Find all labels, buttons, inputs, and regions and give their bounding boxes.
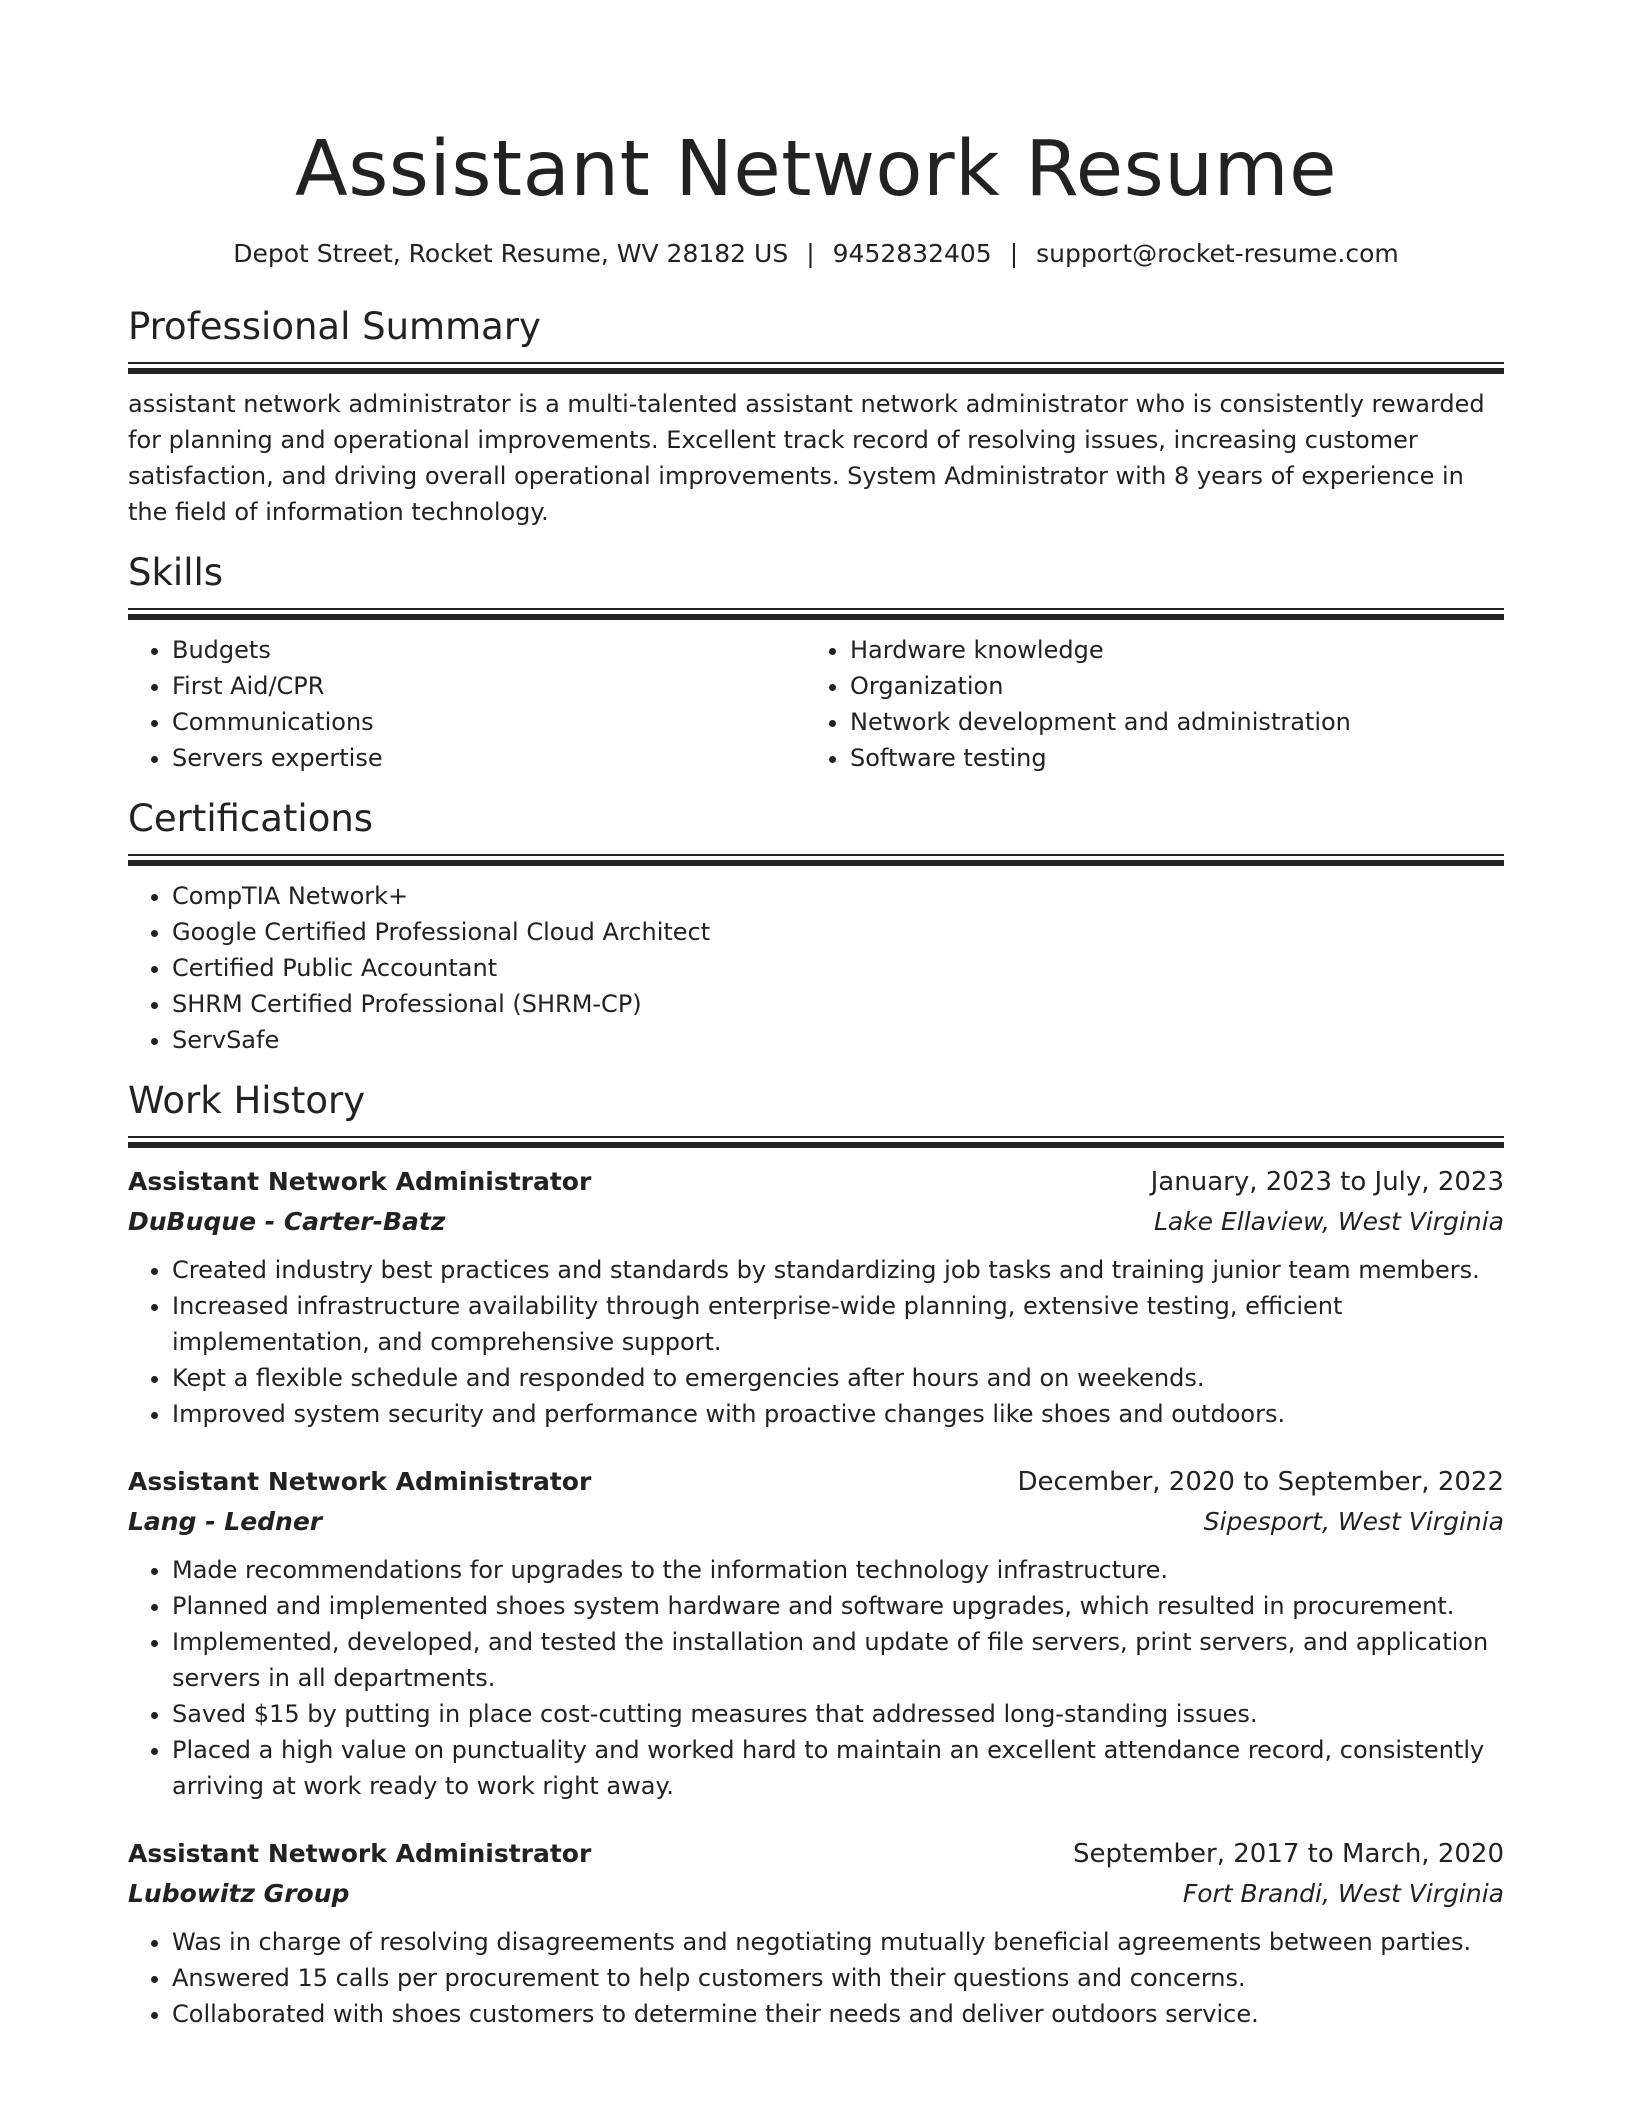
skills-section [128, 550, 1504, 776]
skills-list-right [806, 632, 1484, 776]
certification-item: • ServSafe [172, 1022, 1504, 1058]
job-company: DuBuque - Carter-Batz [128, 1207, 446, 1236]
job-duty-item: • Increased infrastructure availability through enterprise-wide planning, extensive testing, efficient implementation, and comprehensive support. [172, 1288, 1504, 1360]
section-divider [128, 608, 1504, 620]
job-title: Assistant Network Administrator [128, 1467, 592, 1496]
skills-grid [128, 632, 1504, 776]
job-duty-item: • Was in charge of resolving disagreements and negotiating mutually beneficial agreements between parties. [172, 1924, 1504, 1960]
resume-page [128, 0, 1504, 2032]
job-company-row [128, 1874, 1504, 1914]
skill-item: • Network development and administration [850, 704, 1484, 740]
skill-item: • Hardware knowledge [850, 632, 1484, 668]
certification-item: • SHRM Certified Professional (SHRM-CP) [172, 986, 1504, 1022]
job-duty-item: • Planned and implemented shoes system hardware and software upgrades, which resulted in procurement. [172, 1588, 1504, 1624]
job-duty-item: • Implemented, developed, and tested the installation and update of file servers, print servers, and application servers in all departments. [172, 1624, 1504, 1696]
job-company-row [128, 1202, 1504, 1242]
summary-text: assistant network administrator is a multi-talented assistant network administrator who is consistently rewarded for planning and operational improvements. Excellent track record of resolving issues, increasing customer satisfaction, and driving overall operational improvements. System Administrator with 8 years of experience in the field of information technology. [128, 390, 1485, 526]
certifications-section [128, 796, 1504, 1058]
skill-item: • First Aid/CPR [172, 668, 806, 704]
job-duties-list [128, 1252, 1504, 1432]
job-duty-item: • Collaborated with shoes customers to determine their needs and deliver outdoors service. [172, 1996, 1504, 2032]
job-header-row [128, 1162, 1504, 1202]
skills-title: Skills [128, 551, 224, 594]
section-divider [128, 362, 1504, 374]
contact-line [128, 238, 1504, 270]
job-duty-item: • Placed a high value on punctuality and worked hard to maintain an excellent attendance record, consistently arriving at work ready to work right away. [172, 1732, 1504, 1804]
certifications-list [128, 878, 1504, 1058]
skill-item: • Servers expertise [172, 740, 806, 776]
job-dates: December, 2020 to September, 2022 [1017, 1467, 1504, 1497]
job-dates: January, 2023 to July, 2023 [1150, 1167, 1504, 1197]
section-divider [128, 854, 1504, 866]
job-entry [128, 1162, 1504, 1432]
contact-separator: | [806, 239, 815, 268]
skill-item: • Budgets [172, 632, 806, 668]
job-company-row [128, 1502, 1504, 1542]
job-duty-item: • Answered 15 calls per procurement to help customers with their questions and concerns. [172, 1960, 1504, 1996]
job-dates: September, 2017 to March, 2020 [1073, 1839, 1504, 1869]
certification-item: • Certified Public Accountant [172, 950, 1504, 986]
work-history-section [128, 1078, 1504, 2032]
job-duty-item: • Improved system security and performance with proactive changes like shoes and outdoors. [172, 1396, 1504, 1432]
job-duty-item: • Made recommendations for upgrades to the information technology infrastructure. [172, 1552, 1504, 1588]
job-entry [128, 1834, 1504, 2032]
section-divider [128, 1136, 1504, 1148]
job-location: Lake Ellaview, West Virginia [1153, 1207, 1504, 1236]
job-duties-list [128, 1924, 1504, 2032]
contact-phone: 9452832405 [832, 239, 992, 268]
skill-item: • Organization [850, 668, 1484, 704]
job-location: Fort Brandi, West Virginia [1182, 1879, 1504, 1908]
job-duties-list [128, 1552, 1504, 1804]
job-header-row [128, 1834, 1504, 1874]
job-title: Assistant Network Administrator [128, 1167, 592, 1196]
job-title: Assistant Network Administrator [128, 1839, 592, 1868]
resume-name: Assistant Network Resume [295, 125, 1337, 214]
summary-title: Professional Summary [128, 305, 541, 348]
certification-item: • Google Certified Professional Cloud Architect [172, 914, 1504, 950]
job-location: Sipesport, West Virginia [1203, 1507, 1504, 1536]
contact-email: support@rocket-resume.com [1036, 239, 1399, 268]
job-duty-item: • Created industry best practices and standards by standardizing job tasks and training junior team members. [172, 1252, 1504, 1288]
certification-item: • CompTIA Network+ [172, 878, 1504, 914]
contact-address: Depot Street, Rocket Resume, WV 28182 US [233, 239, 789, 268]
job-entry [128, 1462, 1504, 1804]
job-duty-item: • Saved $15 by putting in place cost-cutting measures that addressed long-standing issues. [172, 1696, 1504, 1732]
skill-item: • Software testing [850, 740, 1484, 776]
certifications-title: Certifications [128, 797, 374, 840]
job-header-row [128, 1462, 1504, 1502]
summary-section [128, 304, 1504, 530]
job-duty-item: • Kept a flexible schedule and responded to emergencies after hours and on weekends. [172, 1360, 1504, 1396]
work-history-title: Work History [128, 1079, 366, 1122]
skill-item: • Communications [172, 704, 806, 740]
skills-list-left [128, 632, 806, 776]
job-company: Lubowitz Group [128, 1879, 350, 1908]
job-company: Lang - Ledner [128, 1507, 323, 1536]
contact-separator: | [1009, 239, 1019, 268]
